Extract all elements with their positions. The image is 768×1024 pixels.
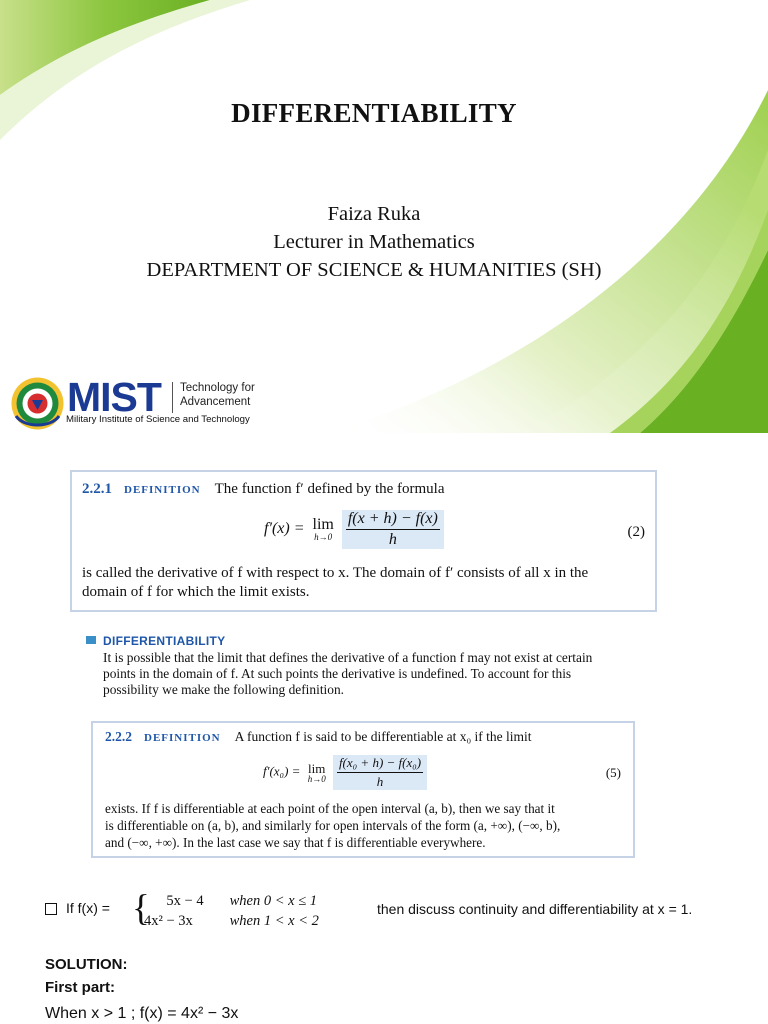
definition-line-3: and (−∞, +∞). In the last case we say that f is differentiable everywhere. [105, 835, 486, 850]
first-part-label: First part: [45, 979, 116, 996]
fraction-highlight [333, 755, 427, 790]
equation-number: (5) [605, 765, 621, 780]
fraction-denominator: h [376, 774, 384, 789]
definition-box-2-2-2 [91, 721, 635, 858]
case-2 [144, 911, 319, 931]
definition-line-1: is called the derivative of f with respect to x. The domain of f′ consists of all x in the [82, 565, 589, 581]
left-brace: { [132, 888, 150, 929]
definition-heading-text: A function f is said to be differentiable at x₀ if the limit [234, 729, 532, 744]
case-2-expression: 4x² − 3x [144, 913, 193, 929]
slide-title: DIFFERENTIABILITY [231, 98, 517, 128]
fraction-denominator: h [388, 531, 397, 548]
definition-line-1: exists. If f is differentiable at each point of the open interval (a, b), then we say that it [105, 801, 555, 816]
tagline-line-2: Advancement [180, 396, 251, 408]
definition-keyword: DEFINITION [144, 732, 221, 744]
lim-subscript: h→0 [307, 773, 326, 784]
definition-box-2-2-1 [70, 470, 657, 612]
definition-keyword: DEFINITION [124, 484, 201, 496]
definition-heading [105, 729, 532, 745]
difference-quotient [346, 510, 440, 549]
differentiability-heading [103, 634, 225, 648]
paragraph-line-2: points in the domain of f. At such points the derivative is undefined. To account for this [103, 666, 572, 681]
difference-quotient [337, 755, 423, 790]
formula-lhs: f′(x₀) = [263, 763, 301, 779]
differentiability-heading-text: DIFFERENTIABILITY [103, 634, 226, 648]
bullet-checkbox-icon [45, 903, 57, 915]
derivative-at-point-formula [263, 755, 427, 790]
case-1-condition: when 0 < x ≤ 1 [229, 893, 318, 909]
fraction-numerator: f(x + h) − f(x) [346, 510, 440, 530]
definition-body [82, 564, 588, 602]
case-2-condition: when 1 < x < 2 [229, 913, 319, 929]
mist-wordmark: MIST [67, 374, 161, 420]
author-position: Lecturer in Mathematics [273, 231, 475, 253]
derivative-formula [264, 510, 444, 549]
problem-instruction: then discuss continuity and differentiability at x = 1. [377, 901, 693, 917]
heading-square-icon [86, 636, 96, 644]
definition-heading [82, 481, 445, 498]
department-name: DEPARTMENT OF SCIENCE & HUMANITIES (SH) [146, 259, 602, 281]
title-slide [0, 0, 768, 433]
differentiability-paragraph [103, 650, 592, 698]
paragraph-line-1: It is possible that the limit that defines the derivative of a function f may not exist at certain [103, 650, 593, 665]
logo-divider [172, 382, 173, 413]
definition-heading-text: The function f′ defined by the formula [214, 481, 445, 497]
fraction-numerator: f(x₀ + h) − f(x₀) [337, 755, 423, 773]
problem-statement [45, 890, 760, 940]
tagline-line-1: Technology for [180, 382, 255, 394]
definition-number: 2.2.2 [105, 729, 132, 744]
limit-operator [313, 517, 334, 542]
function-prefix: If f(x) = [66, 900, 110, 916]
lim-text: lim [312, 516, 334, 533]
author-name: Faiza Ruka [327, 203, 421, 225]
case-1-expression: 5x − 4 [166, 893, 204, 909]
solution-label: SOLUTION: [45, 956, 128, 973]
equation-number: (2) [627, 524, 645, 540]
definition-body [105, 800, 560, 851]
paragraph-line-3: possibility we make the following definition. [103, 682, 344, 697]
logo-tagline [180, 381, 255, 409]
lim-subscript: h→0 [314, 532, 333, 542]
institution-name: Military Institute of Science and Technology [66, 414, 250, 425]
definition-line-2: domain of f for which the limit exists. [82, 584, 310, 600]
author-block [0, 200, 748, 284]
definition-number: 2.2.1 [82, 481, 112, 497]
case-1 [144, 891, 319, 911]
solution-block [45, 953, 128, 999]
formula-lhs: f′(x) = [264, 520, 305, 538]
definition-line-2: is differentiable on (a, b), and similarly for open intervals of the form (a, +∞), (−∞, b), [105, 818, 561, 833]
piecewise-cases [144, 891, 319, 931]
mist-emblem-icon [10, 376, 65, 431]
fraction-highlight [342, 510, 444, 549]
limit-operator [308, 762, 326, 784]
lim-text: lim [308, 760, 326, 776]
solution-line: When x > 1 ; f(x) = 4x² − 3x [45, 1005, 239, 1022]
mist-logo [10, 376, 280, 430]
